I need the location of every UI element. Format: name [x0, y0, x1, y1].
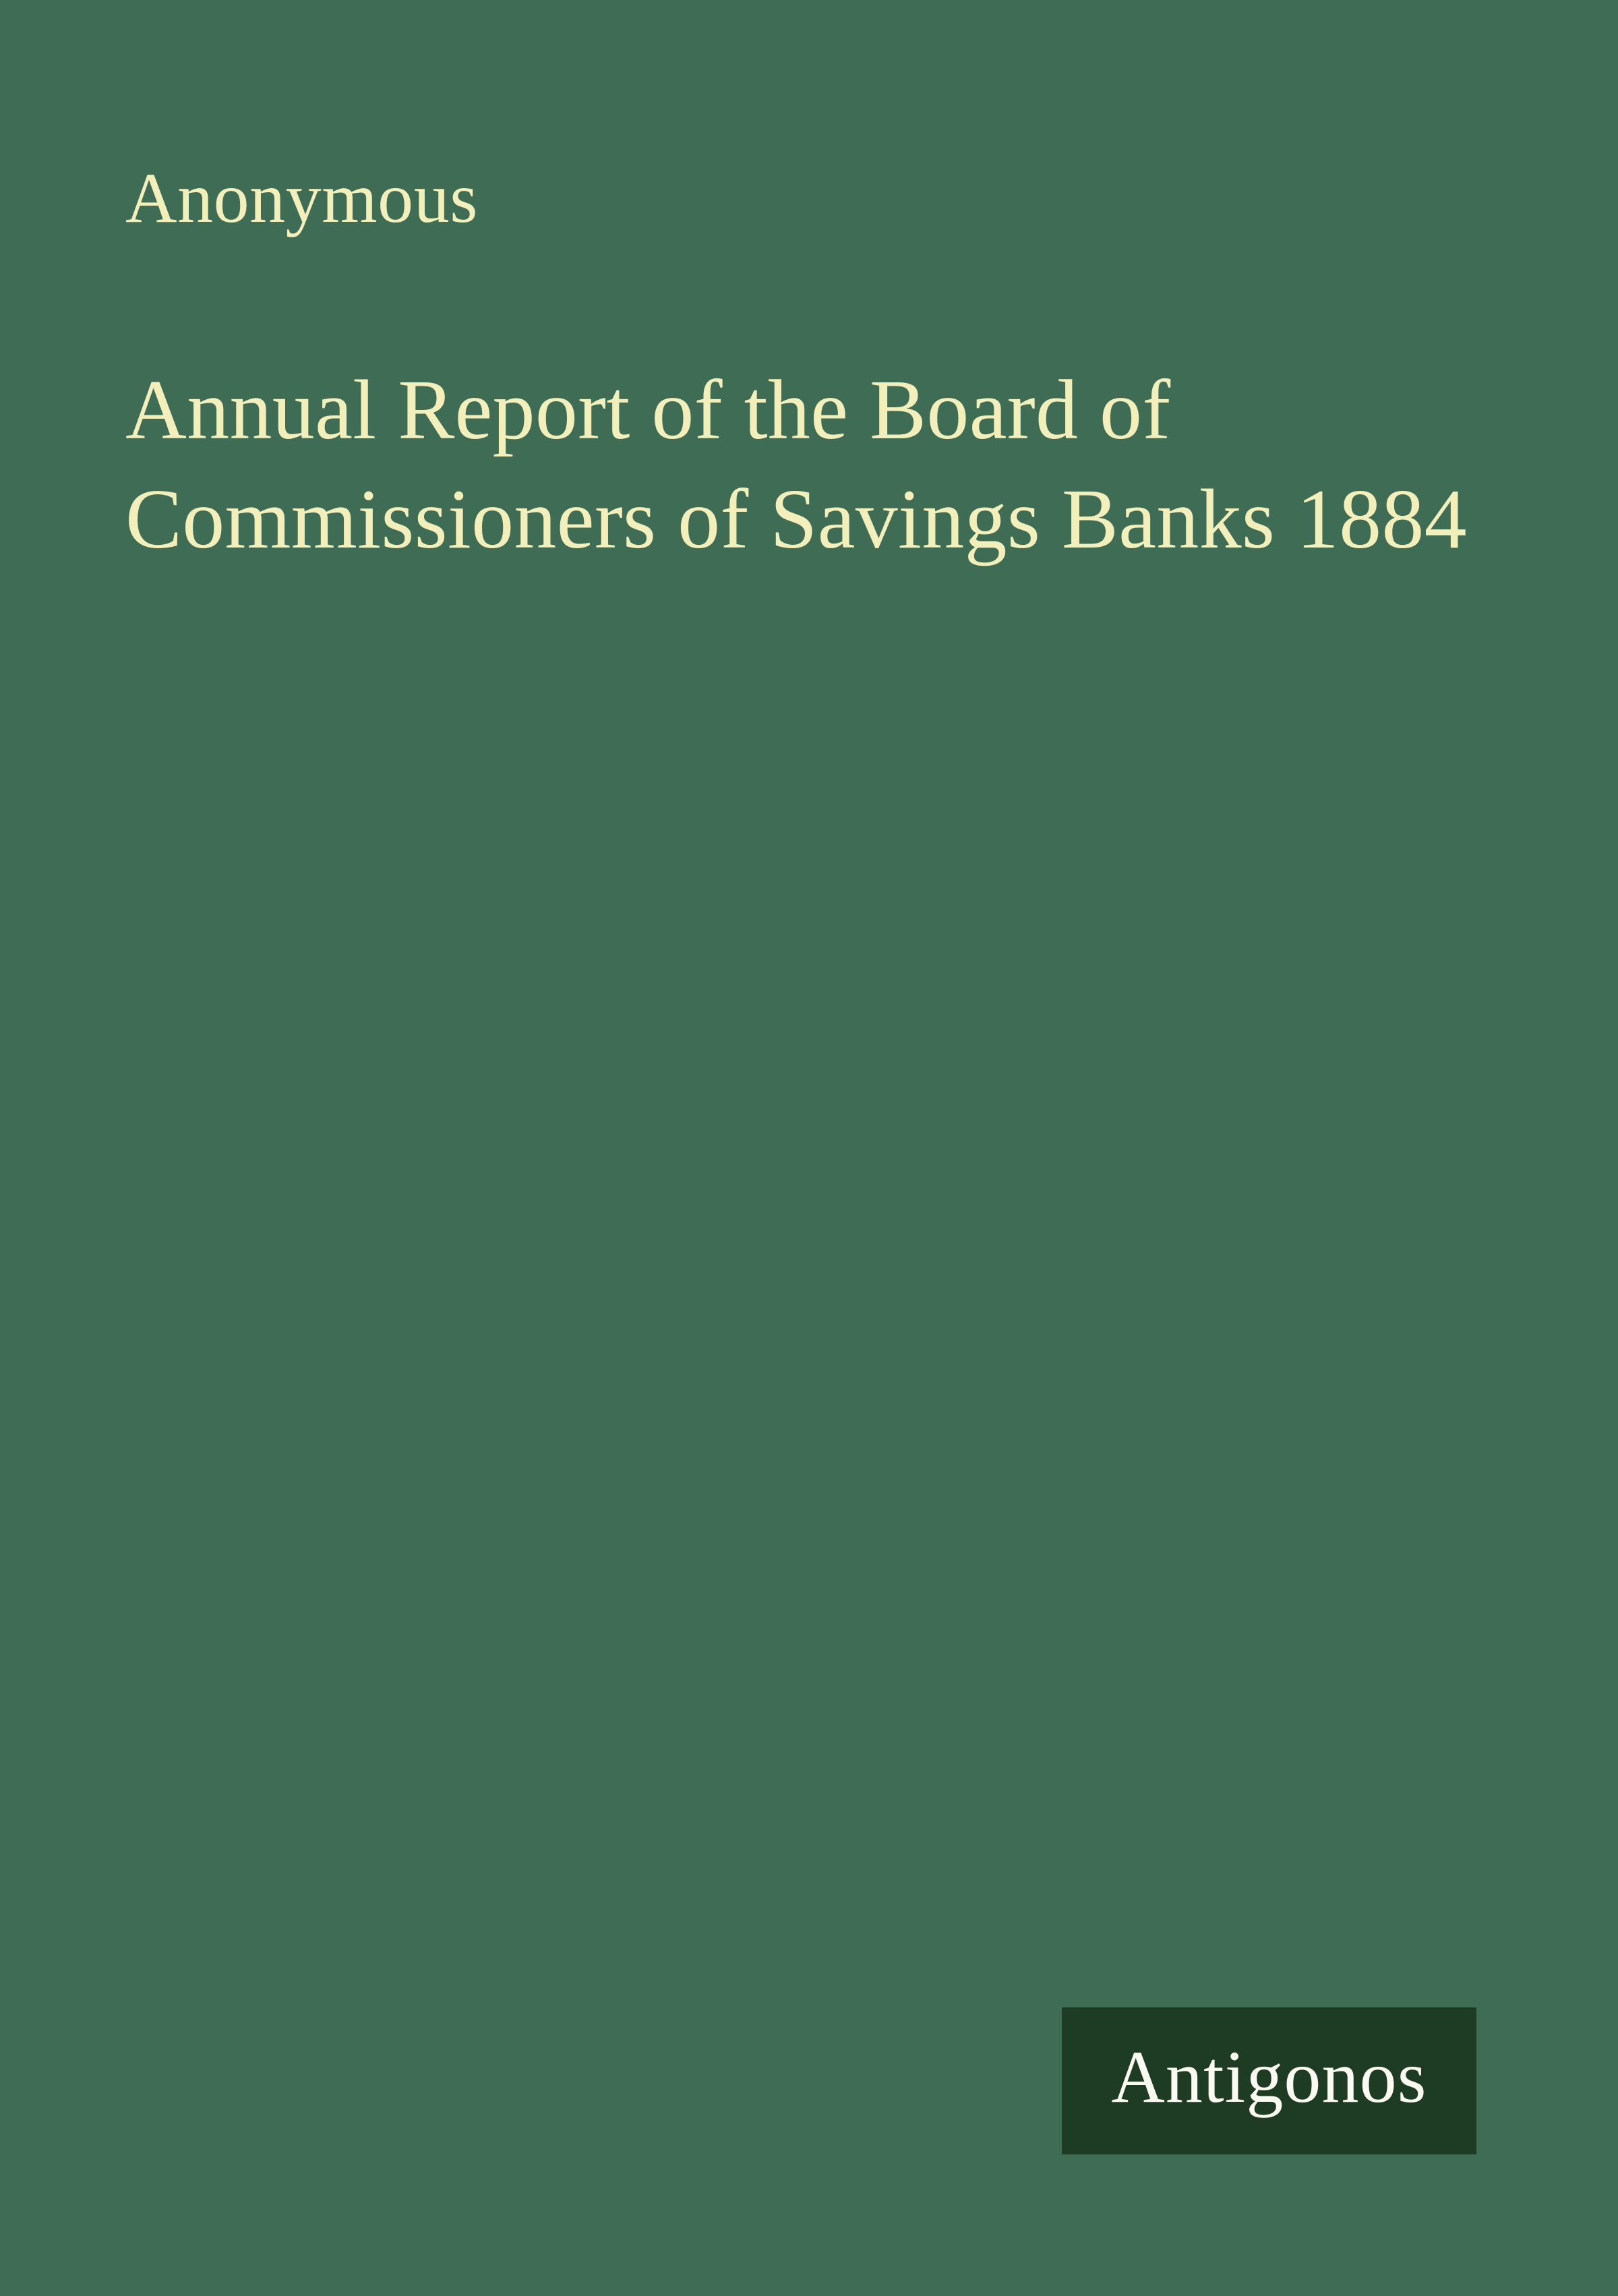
book-title-line-2: Commissioners of Savings Banks 1884 [125, 473, 1467, 566]
book-title [125, 356, 1467, 575]
publisher-logo-box [1062, 2007, 1476, 2154]
publisher-name: Antigonos [1111, 2035, 1427, 2118]
book-title-line-1: Annual Report of the Board of [125, 363, 1171, 457]
author-name: Anonymous [125, 158, 479, 237]
